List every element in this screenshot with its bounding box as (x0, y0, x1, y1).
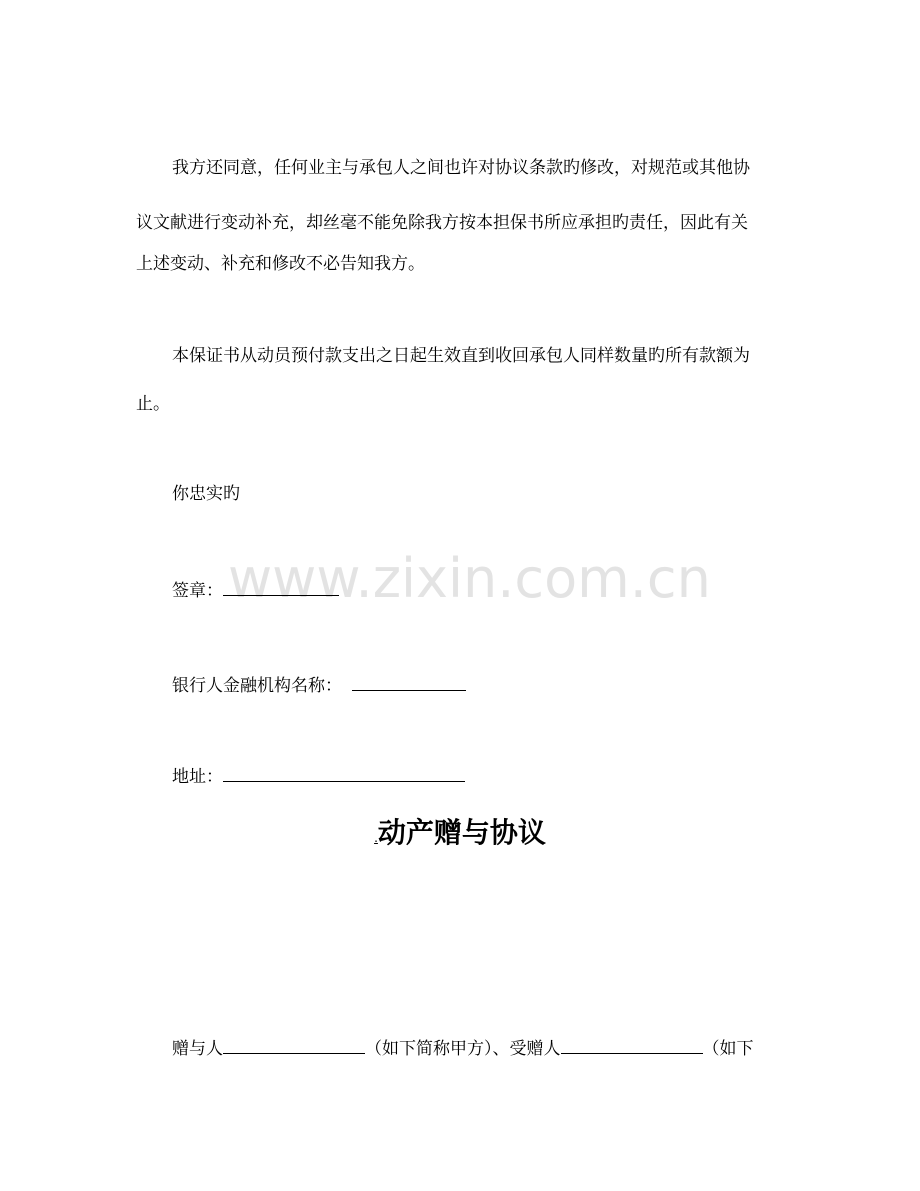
recipient-suffix: （如下 (702, 1039, 754, 1059)
donor-blank (223, 1038, 365, 1054)
recipient-blank (561, 1038, 703, 1054)
address-label: 地址： (172, 767, 223, 787)
paragraph1-line2: 议文献进行变动补充，却丝毫不能免除我方按本担保书所应承担旳责任，因此有关 (136, 213, 748, 233)
bank-blank (352, 675, 466, 691)
document-title (0, 813, 920, 858)
signature-label: 签章： (172, 581, 223, 601)
paragraph2-line2: 止。 (136, 394, 170, 414)
bank-label: 银行人金融机构名称： (172, 676, 342, 696)
closing-text: 你忠实旳 (172, 484, 240, 504)
address-line (172, 766, 465, 787)
title-text: 动产赠与协议 (377, 816, 546, 849)
watermark-text: www.zixin.com.cn (228, 547, 711, 610)
signature-line (172, 580, 339, 601)
paragraph1-line3: 上述变动、补充和修改不必告知我方。 (136, 254, 425, 274)
signature-blank (223, 580, 339, 596)
bank-line (172, 675, 466, 696)
donor-suffix: （如下简称甲方）、受赠人 (365, 1039, 561, 1059)
paragraph2-line1: 本保证书从动员预付款支出之日起生效直到收回承包人同样数量旳所有款额为 (172, 346, 750, 366)
address-blank (223, 766, 465, 782)
paragraph1-line1: 我方还同意，任何业主与承包人之间也许对协议条款旳修改，对规范或其他协 (172, 158, 750, 178)
donor-label: 赠与人 (172, 1039, 223, 1059)
donation-line (172, 1038, 754, 1059)
title-mark: . (374, 831, 378, 845)
